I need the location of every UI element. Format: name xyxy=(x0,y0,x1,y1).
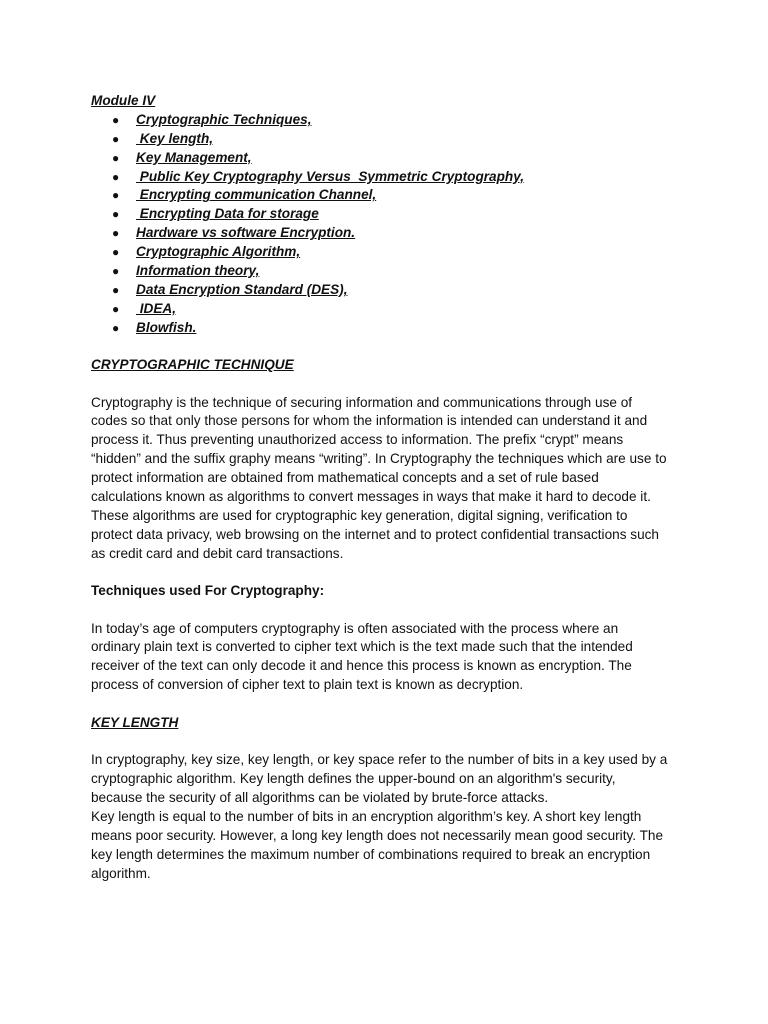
paragraph-line: algorithm. xyxy=(91,865,151,881)
paragraph-line: protect data privacy, web browsing on the internet and to protect confidential transactions such xyxy=(91,526,659,542)
topic-label: Public Key Cryptography Versus Symmetric Cryptography, xyxy=(136,168,525,184)
topic-item xyxy=(91,168,691,187)
paragraph-cryptography-definition xyxy=(91,394,681,564)
paragraph-line: codes so that only those persons for whom the information is intended can understand it and xyxy=(91,413,648,429)
topic-item xyxy=(91,262,691,281)
topic-item xyxy=(91,319,691,338)
paragraph-line: because the security of all algorithms can be violated by brute-force attacks. xyxy=(91,789,549,805)
paragraph-line: Key length is equal to the number of bits in an encryption algorithm’s key. A short key length xyxy=(91,808,642,824)
bullet-icon: ● xyxy=(112,207,120,222)
paragraph-line: ordinary plain text is converted to cipher text which is the text made such that the intended xyxy=(91,639,633,655)
paragraph-line: process it. Thus preventing unauthorized access to information. The prefix “crypt” means xyxy=(91,432,624,448)
bullet-icon: ● xyxy=(112,301,120,316)
paragraph-line: Cryptography is the technique of securing information and communications through use of xyxy=(91,394,633,410)
topic-label: Hardware vs software Encryption. xyxy=(136,225,356,241)
topic-item xyxy=(91,243,691,262)
paragraph-line: receiver of the text can only decode it and hence this process is known as encryption. The xyxy=(91,658,632,674)
bullet-icon: ● xyxy=(112,264,120,279)
topic-item xyxy=(91,149,691,168)
bullet-icon: ● xyxy=(112,226,120,241)
paragraph-line: In cryptography, key size, key length, or key space refer to the number of bits in a key used by a xyxy=(91,752,668,768)
topic-label: Encrypting Data for storage xyxy=(136,206,319,222)
bullet-icon: ● xyxy=(112,150,120,165)
paragraph-line: cryptographic algorithm. Key length defines the upper-bound on an algorithm's security, xyxy=(91,771,616,786)
section-heading-key-length: KEY LENGTH xyxy=(91,714,179,730)
topic-item xyxy=(91,186,691,205)
bullet-icon: ● xyxy=(112,131,120,146)
paragraph-techniques xyxy=(91,620,681,696)
topic-item xyxy=(91,205,691,224)
paragraph-key-length xyxy=(91,751,681,883)
bullet-icon: ● xyxy=(112,320,120,335)
bullet-icon: ● xyxy=(112,282,120,297)
topic-label: Blowfish. xyxy=(136,319,197,335)
bullet-icon: ● xyxy=(112,169,120,184)
bullet-icon: ● xyxy=(112,112,120,127)
bullet-icon: ● xyxy=(112,188,120,203)
paragraph-line: protect information are obtained from mathematical concepts and a set of rule based xyxy=(91,470,599,486)
topic-label: IDEA, xyxy=(136,300,177,316)
paragraph-line: “hidden” and the suffix graphy means “writing”. In Cryptography the techniques which are use to xyxy=(91,451,667,467)
paragraph-line: calculations known as algorithms to convert messages in ways that make it hard to decode it. xyxy=(91,489,651,505)
paragraph-line: In today’s age of computers cryptography is often associated with the process where an xyxy=(91,620,619,636)
bullet-icon: ● xyxy=(112,245,120,260)
topic-item xyxy=(91,224,691,243)
document-page xyxy=(91,92,691,883)
paragraph-line: key length determines the maximum number of combinations required to break an encryption xyxy=(91,846,651,862)
topics-list xyxy=(91,111,691,338)
topic-item xyxy=(91,300,691,319)
topic-label: Encrypting communication Channel, xyxy=(136,187,377,203)
topic-label: Cryptographic Techniques, xyxy=(136,111,312,127)
section-heading-cryptographic-technique: CRYPTOGRAPHIC TECHNIQUE xyxy=(91,357,294,373)
topic-label: Key length, xyxy=(136,130,214,146)
topic-item xyxy=(91,111,691,130)
paragraph-line: as credit card and debit card transactions. xyxy=(91,545,344,561)
topic-label: Key Management, xyxy=(136,149,252,165)
topic-label: Data Encryption Standard (DES), xyxy=(136,281,348,297)
topic-item xyxy=(91,281,691,300)
paragraph-line: process of conversion of cipher text to plain text is known as decryption. xyxy=(91,677,524,693)
paragraph-line: means poor security. However, a long key length does not necessarily mean good security. The xyxy=(91,827,663,843)
section-heading-techniques: Techniques used For Cryptography: xyxy=(91,583,325,599)
paragraph-line: These algorithms are used for cryptographic key generation, digital signing, verification to xyxy=(91,507,628,523)
module-title: Module IV xyxy=(91,93,156,108)
topic-label: Cryptographic Algorithm, xyxy=(136,244,301,260)
topic-item xyxy=(91,130,691,149)
topic-label: Information theory, xyxy=(136,263,260,279)
